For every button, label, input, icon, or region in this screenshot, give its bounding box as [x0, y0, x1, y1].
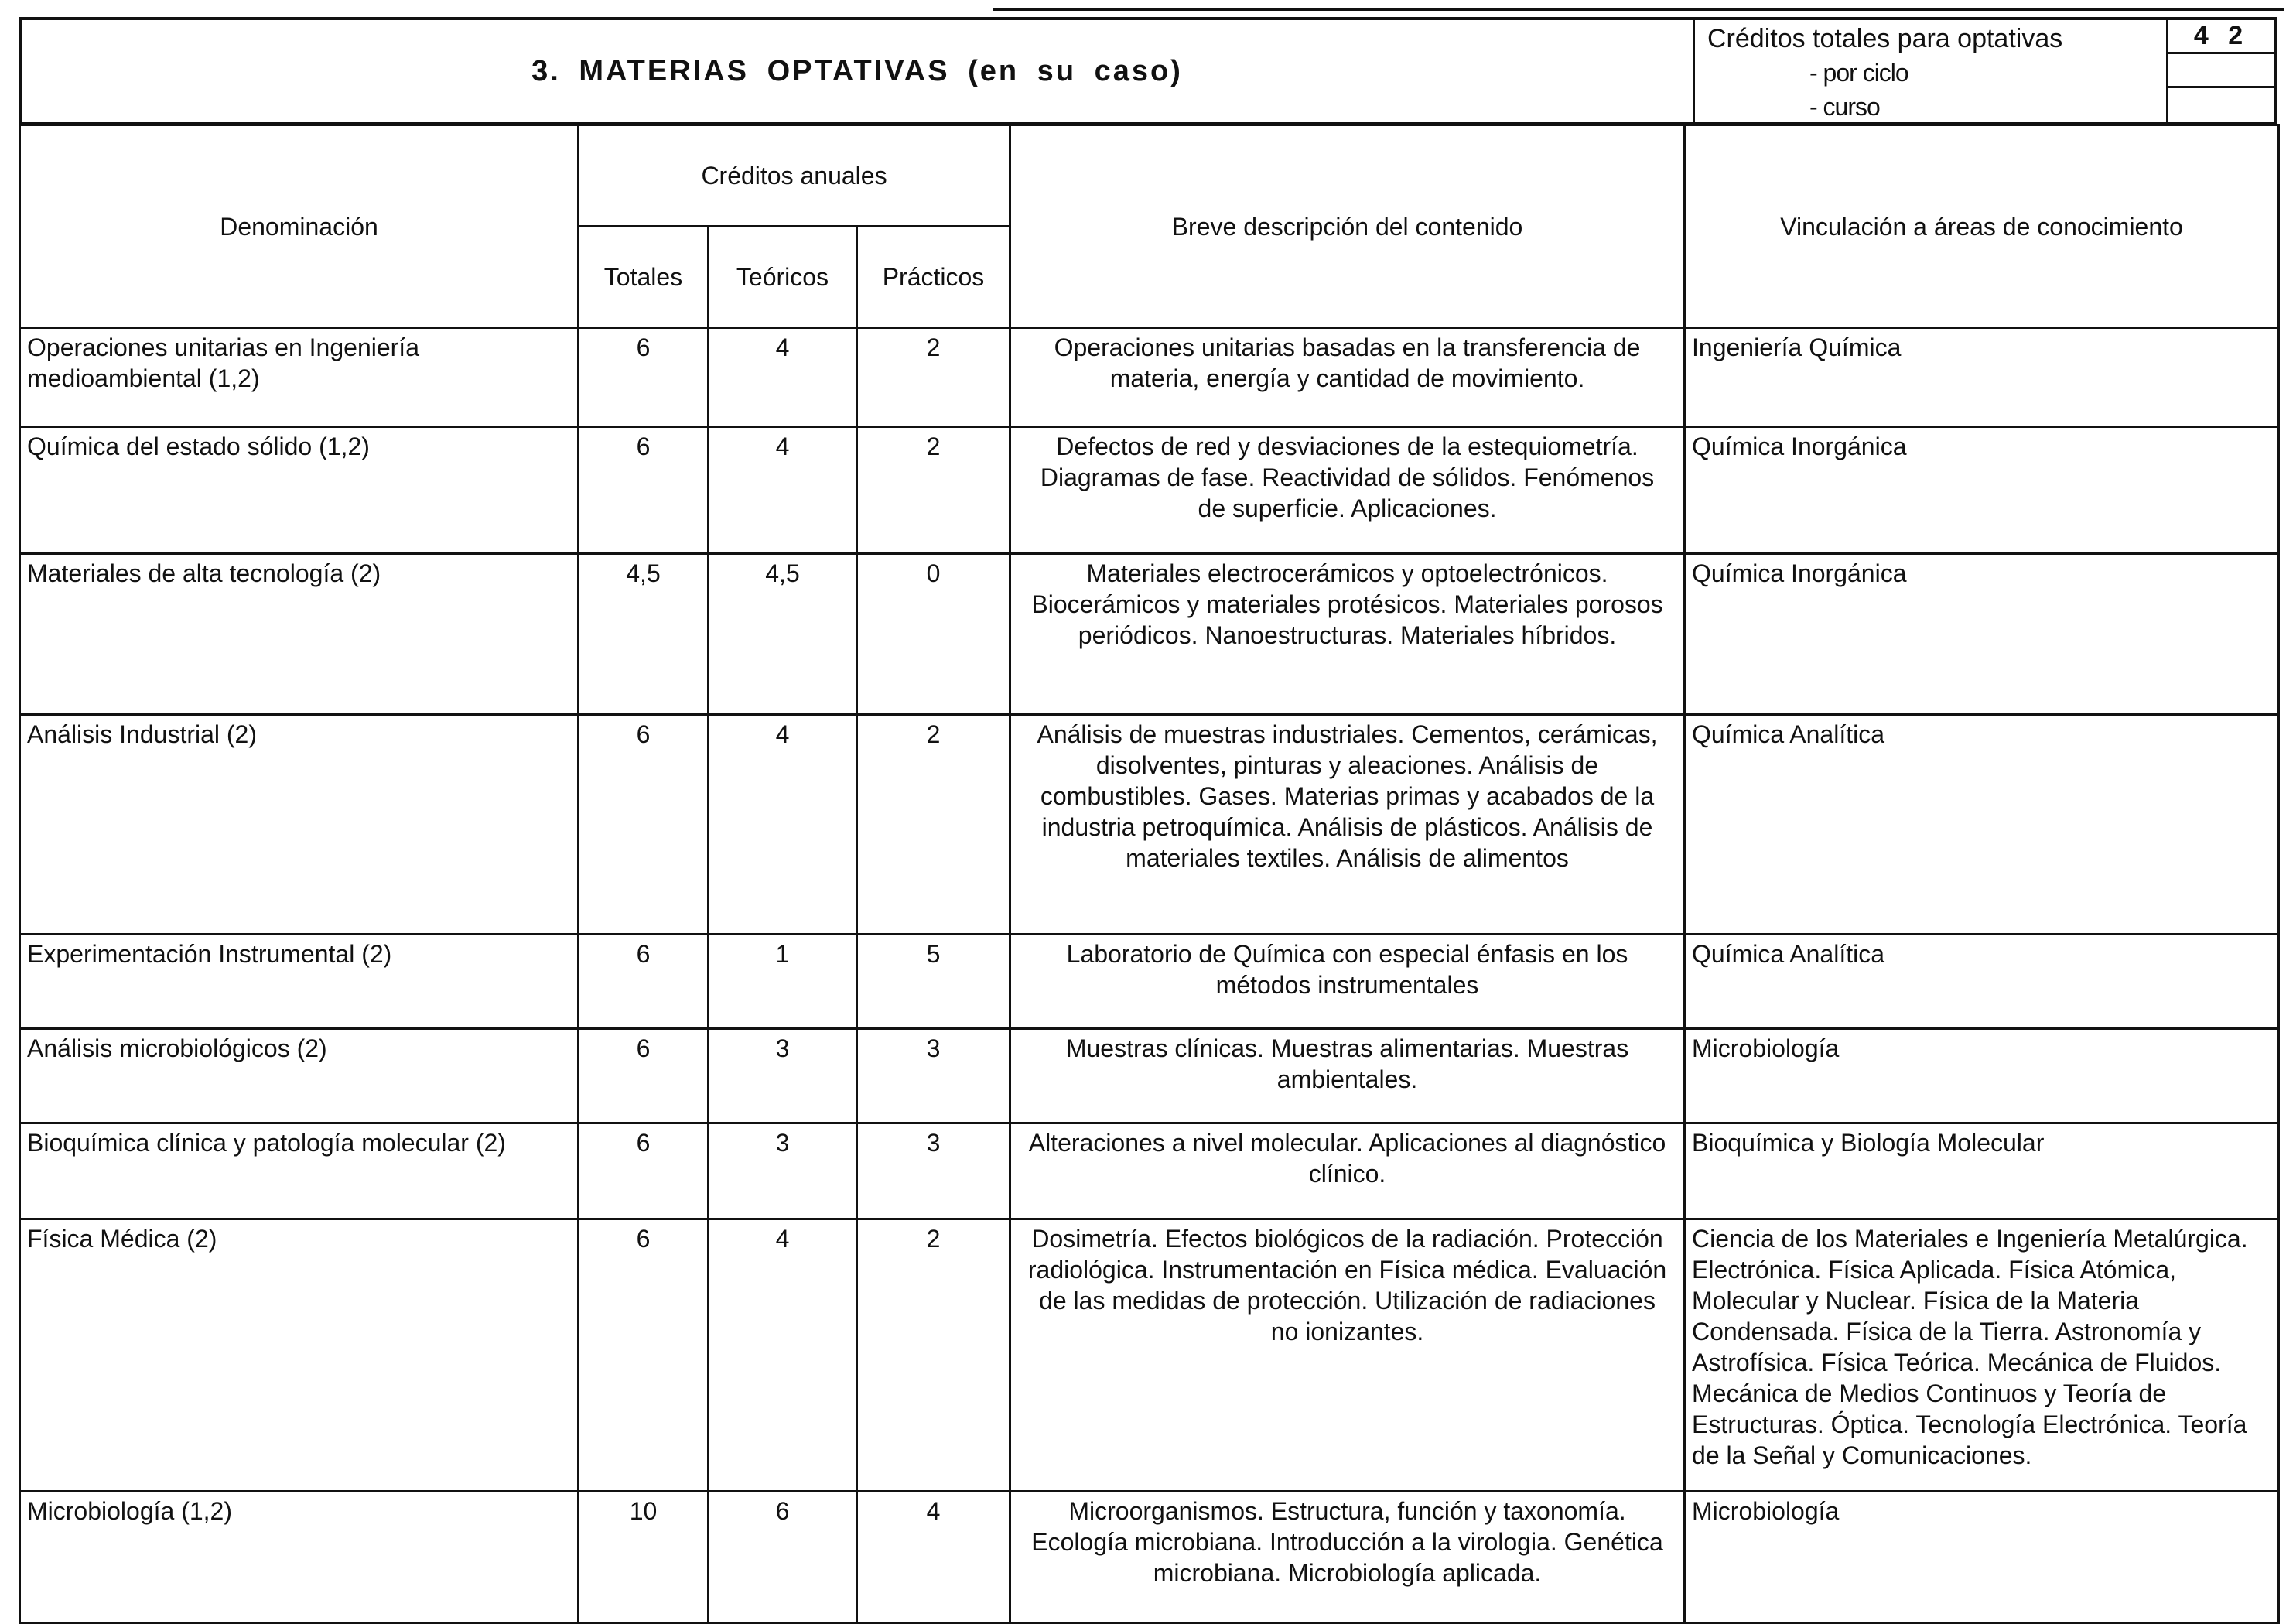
credits-practice: 5 [857, 935, 1010, 1029]
credits-total-value: 4 2 [2168, 20, 2274, 54]
table-row [20, 715, 2279, 935]
col-header-areas: Vinculación a áreas de conocimiento [1685, 125, 2279, 328]
subject-description: Materiales electrocerámicos y optoelectrónicos. Biocerámicos y materiales protésicos. Materiales porosos periódicos. Nanoestructuras. Materiales híbridos. [1010, 554, 1685, 715]
col-header-annual-credits: Créditos anuales [579, 125, 1010, 227]
table-row [20, 1123, 2279, 1219]
knowledge-areas: Ingeniería Química [1685, 328, 2279, 427]
knowledge-areas: Microbiología [1685, 1492, 2279, 1623]
table-row [20, 1219, 2279, 1492]
section-title: 3. MATERIAS OPTATIVAS (en su caso) [531, 54, 1183, 87]
col-header-total: Totales [579, 227, 709, 328]
credits-total: 10 [579, 1492, 709, 1623]
credits-cycle-value [2168, 54, 2274, 88]
subject-description: Operaciones unitarias basadas en la transferencia de materia, energía y cantidad de movimiento. [1010, 328, 1685, 427]
credits-cycle-label: - por ciclo [1809, 59, 1908, 87]
credits-practice: 2 [857, 427, 1010, 554]
subject-name: Microbiología (1,2) [20, 1492, 579, 1623]
knowledge-areas: Ciencia de los Materiales e Ingeniería Metalúrgica. Electrónica. Física Aplicada. Física Atómica, Molecular y Nuclear. Física de la Materia Condensada. Física de la Tierra. Astronomía y Astrofísica. Física Teórica. Mecánica de Fluidos. Mecánica de Medios Continuos y Teoría de Estructuras. Óptica. Tecnología Electrónica. Teoría de la Señal y Comunicaciones. [1685, 1219, 2279, 1492]
credits-practice: 0 [857, 554, 1010, 715]
subject-name: Física Médica (2) [20, 1219, 579, 1492]
credits-total: 4,5 [579, 554, 709, 715]
subject-description: Dosimetría. Efectos biológicos de la radiación. Protección radiológica. Instrumentación en Física médica. Evaluación de las medidas de protección. Utilización de radiaciones no ionizantes. [1010, 1219, 1685, 1492]
credits-theory: 4,5 [709, 554, 857, 715]
subject-name: Química del estado sólido (1,2) [20, 427, 579, 554]
subject-name: Materiales de alta tecnología (2) [20, 554, 579, 715]
document-page [19, 8, 2284, 1617]
col-header-theory: Teóricos [709, 227, 857, 328]
credits-practice: 2 [857, 1219, 1010, 1492]
credits-course-label: - curso [1809, 93, 1880, 121]
credits-theory: 6 [709, 1492, 857, 1623]
credits-theory: 4 [709, 328, 857, 427]
subject-name: Operaciones unitarias en Ingeniería medioambiental (1,2) [20, 328, 579, 427]
knowledge-areas: Química Analítica [1685, 935, 2279, 1029]
credits-total-label: Créditos totales para optativas [1707, 24, 2063, 53]
credits-practice: 3 [857, 1123, 1010, 1219]
subject-name: Análisis Industrial (2) [20, 715, 579, 935]
credits-total: 6 [579, 328, 709, 427]
col-header-description: Breve descripción del contenido [1010, 125, 1685, 328]
subject-description: Microorganismos. Estructura, función y taxonomía. Ecología microbiana. Introducción a la virologia. Genética microbiana. Microbiología aplicada. [1010, 1492, 1685, 1623]
credits-total: 6 [579, 715, 709, 935]
col-header-name: Denominación [20, 125, 579, 328]
subject-name: Experimentación Instrumental (2) [20, 935, 579, 1029]
subject-description: Defectos de red y desviaciones de la estequiometría. Diagramas de fase. Reactividad de sólidos. Fenómenos de superficie. Aplicaciones. [1010, 427, 1685, 554]
credits-values [2166, 20, 2274, 122]
table-row [20, 427, 2279, 554]
credits-total: 6 [579, 935, 709, 1029]
credits-total: 6 [579, 1029, 709, 1123]
knowledge-areas: Bioquímica y Biología Molecular [1685, 1123, 2279, 1219]
credits-theory: 4 [709, 715, 857, 935]
credits-theory: 1 [709, 935, 857, 1029]
credits-total: 6 [579, 1123, 709, 1219]
credits-total: 6 [579, 1219, 709, 1492]
credits-course-value [2168, 88, 2274, 122]
credits-theory: 4 [709, 1219, 857, 1492]
optional-subjects-table [19, 124, 2280, 1624]
credits-theory: 4 [709, 427, 857, 554]
subject-description: Muestras clínicas. Muestras alimentarias. Muestras ambientales. [1010, 1029, 1685, 1123]
subject-name: Bioquímica clínica y patología molecular (2) [20, 1123, 579, 1219]
credits-practice: 2 [857, 715, 1010, 935]
subject-description: Laboratorio de Química con especial énfasis en los métodos instrumentales [1010, 935, 1685, 1029]
credits-practice: 4 [857, 1492, 1010, 1623]
table-row [20, 328, 2279, 427]
credits-labels [1693, 20, 2166, 122]
credits-practice: 3 [857, 1029, 1010, 1123]
section-header [19, 17, 2277, 125]
subject-description: Alteraciones a nivel molecular. Aplicaciones al diagnóstico clínico. [1010, 1123, 1685, 1219]
top-rule [993, 8, 2284, 11]
knowledge-areas: Química Analítica [1685, 715, 2279, 935]
credits-practice: 2 [857, 328, 1010, 427]
table-row [20, 1029, 2279, 1123]
table-row [20, 1492, 2279, 1623]
credits-theory: 3 [709, 1029, 857, 1123]
knowledge-areas: Química Inorgánica [1685, 554, 2279, 715]
col-header-practice: Prácticos [857, 227, 1010, 328]
subject-name: Análisis microbiológicos (2) [20, 1029, 579, 1123]
subject-description: Análisis de muestras industriales. Cementos, cerámicas, disolventes, pinturas y aleaciones. Análisis de combustibles. Gases. Materias primas y acabados de la industria petroquímica. Análisis de plásticos. Análisis de materiales textiles. Análisis de alimentos [1010, 715, 1685, 935]
knowledge-areas: Química Inorgánica [1685, 427, 2279, 554]
table-row [20, 554, 2279, 715]
credits-total: 6 [579, 427, 709, 554]
header-row [20, 125, 2279, 227]
credits-theory: 3 [709, 1123, 857, 1219]
knowledge-areas: Microbiología [1685, 1029, 2279, 1123]
table-row [20, 935, 2279, 1029]
